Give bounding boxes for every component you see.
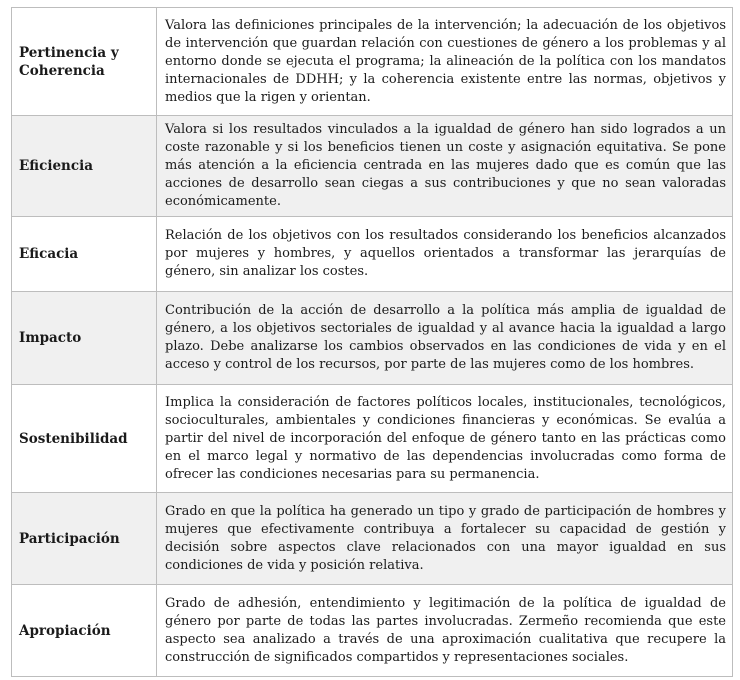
criterion-term: Sostenibilidad [12,385,157,493]
criterion-definition: Grado en que la política ha generado un tipo y grado de participación de hombres y mujeres que efectivamente contribuya a fortalecer su capacidad de gestión y decisión sobre aspectos clave relacionados con una mayor igualdad en sus condiciones de vida y posición relativa. [157,493,733,585]
criterion-definition: Relación de los objetivos con los resultados considerando los beneficios alcanzados por mujeres y hombres, y aquellos orientados a transformar las jerarquías de género, sin analizar los costes. [157,217,733,292]
table-row [12,8,733,116]
table-row [12,493,733,585]
criterion-term: Eficacia [12,217,157,292]
criterion-definition: Valora las definiciones principales de la intervención; la adecuación de los objetivos de intervención que guardan relación con cuestiones de género a los problemas y al entorno donde se ejecuta el programa; la alineación de la política con los mandatos internacionales de DDHH; y la coherencia existente entre las normas, objetivos y medios que la rigen y orientan. [157,8,733,116]
criterion-definition: Implica la consideración de factores políticos locales, institucionales, tecnológicos, socioculturales, ambientales y condiciones financieras y económicas. Se evalúa a partir del nivel de incorporación del enfoque de género tanto en las prácticas como en el marco legal y normativo de las dependencias involucradas como forma de ofrecer las condiciones necesarias para su permanencia. [157,385,733,493]
criterion-term: Pertinencia y Coherencia [12,8,157,116]
table-row [12,385,733,493]
criterion-definition: Grado de adhesión, entendimiento y legitimación de la política de igualdad de género por parte de todas las partes involucradas. Zermeño recomienda que este aspecto sea analizado a través de una aproximación cualitativa que recupere la construcción de significados compartidos y representaciones sociales. [157,585,733,677]
criterion-term: Impacto [12,292,157,385]
criterion-term: Eficiencia [12,116,157,217]
table-row [12,292,733,385]
criterion-definition: Contribución de la acción de desarrollo a la política más amplia de igualdad de género, a los objetivos sectoriales de igualdad y al avance hacia la igualdad a largo plazo. Debe analizarse los cambios observados en las condiciones de vida y en el acceso y control de los recursos, por parte de las mujeres como de los hombres. [157,292,733,385]
criteria-table [11,7,733,677]
table-row [12,585,733,677]
table-row [12,217,733,292]
table-row [12,116,733,217]
criterion-definition: Valora si los resultados vinculados a la igualdad de género han sido logrados a un coste razonable y si los beneficios tienen un coste y asignación equitativa. Se pone más atención a la eficiencia centrada en las mujeres dado que es común que las acciones de desarrollo sean ciegas a sus contribuciones y que no sean valoradas económicamente. [157,116,733,217]
criterion-term: Participación [12,493,157,585]
criterion-term: Apropiación [12,585,157,677]
